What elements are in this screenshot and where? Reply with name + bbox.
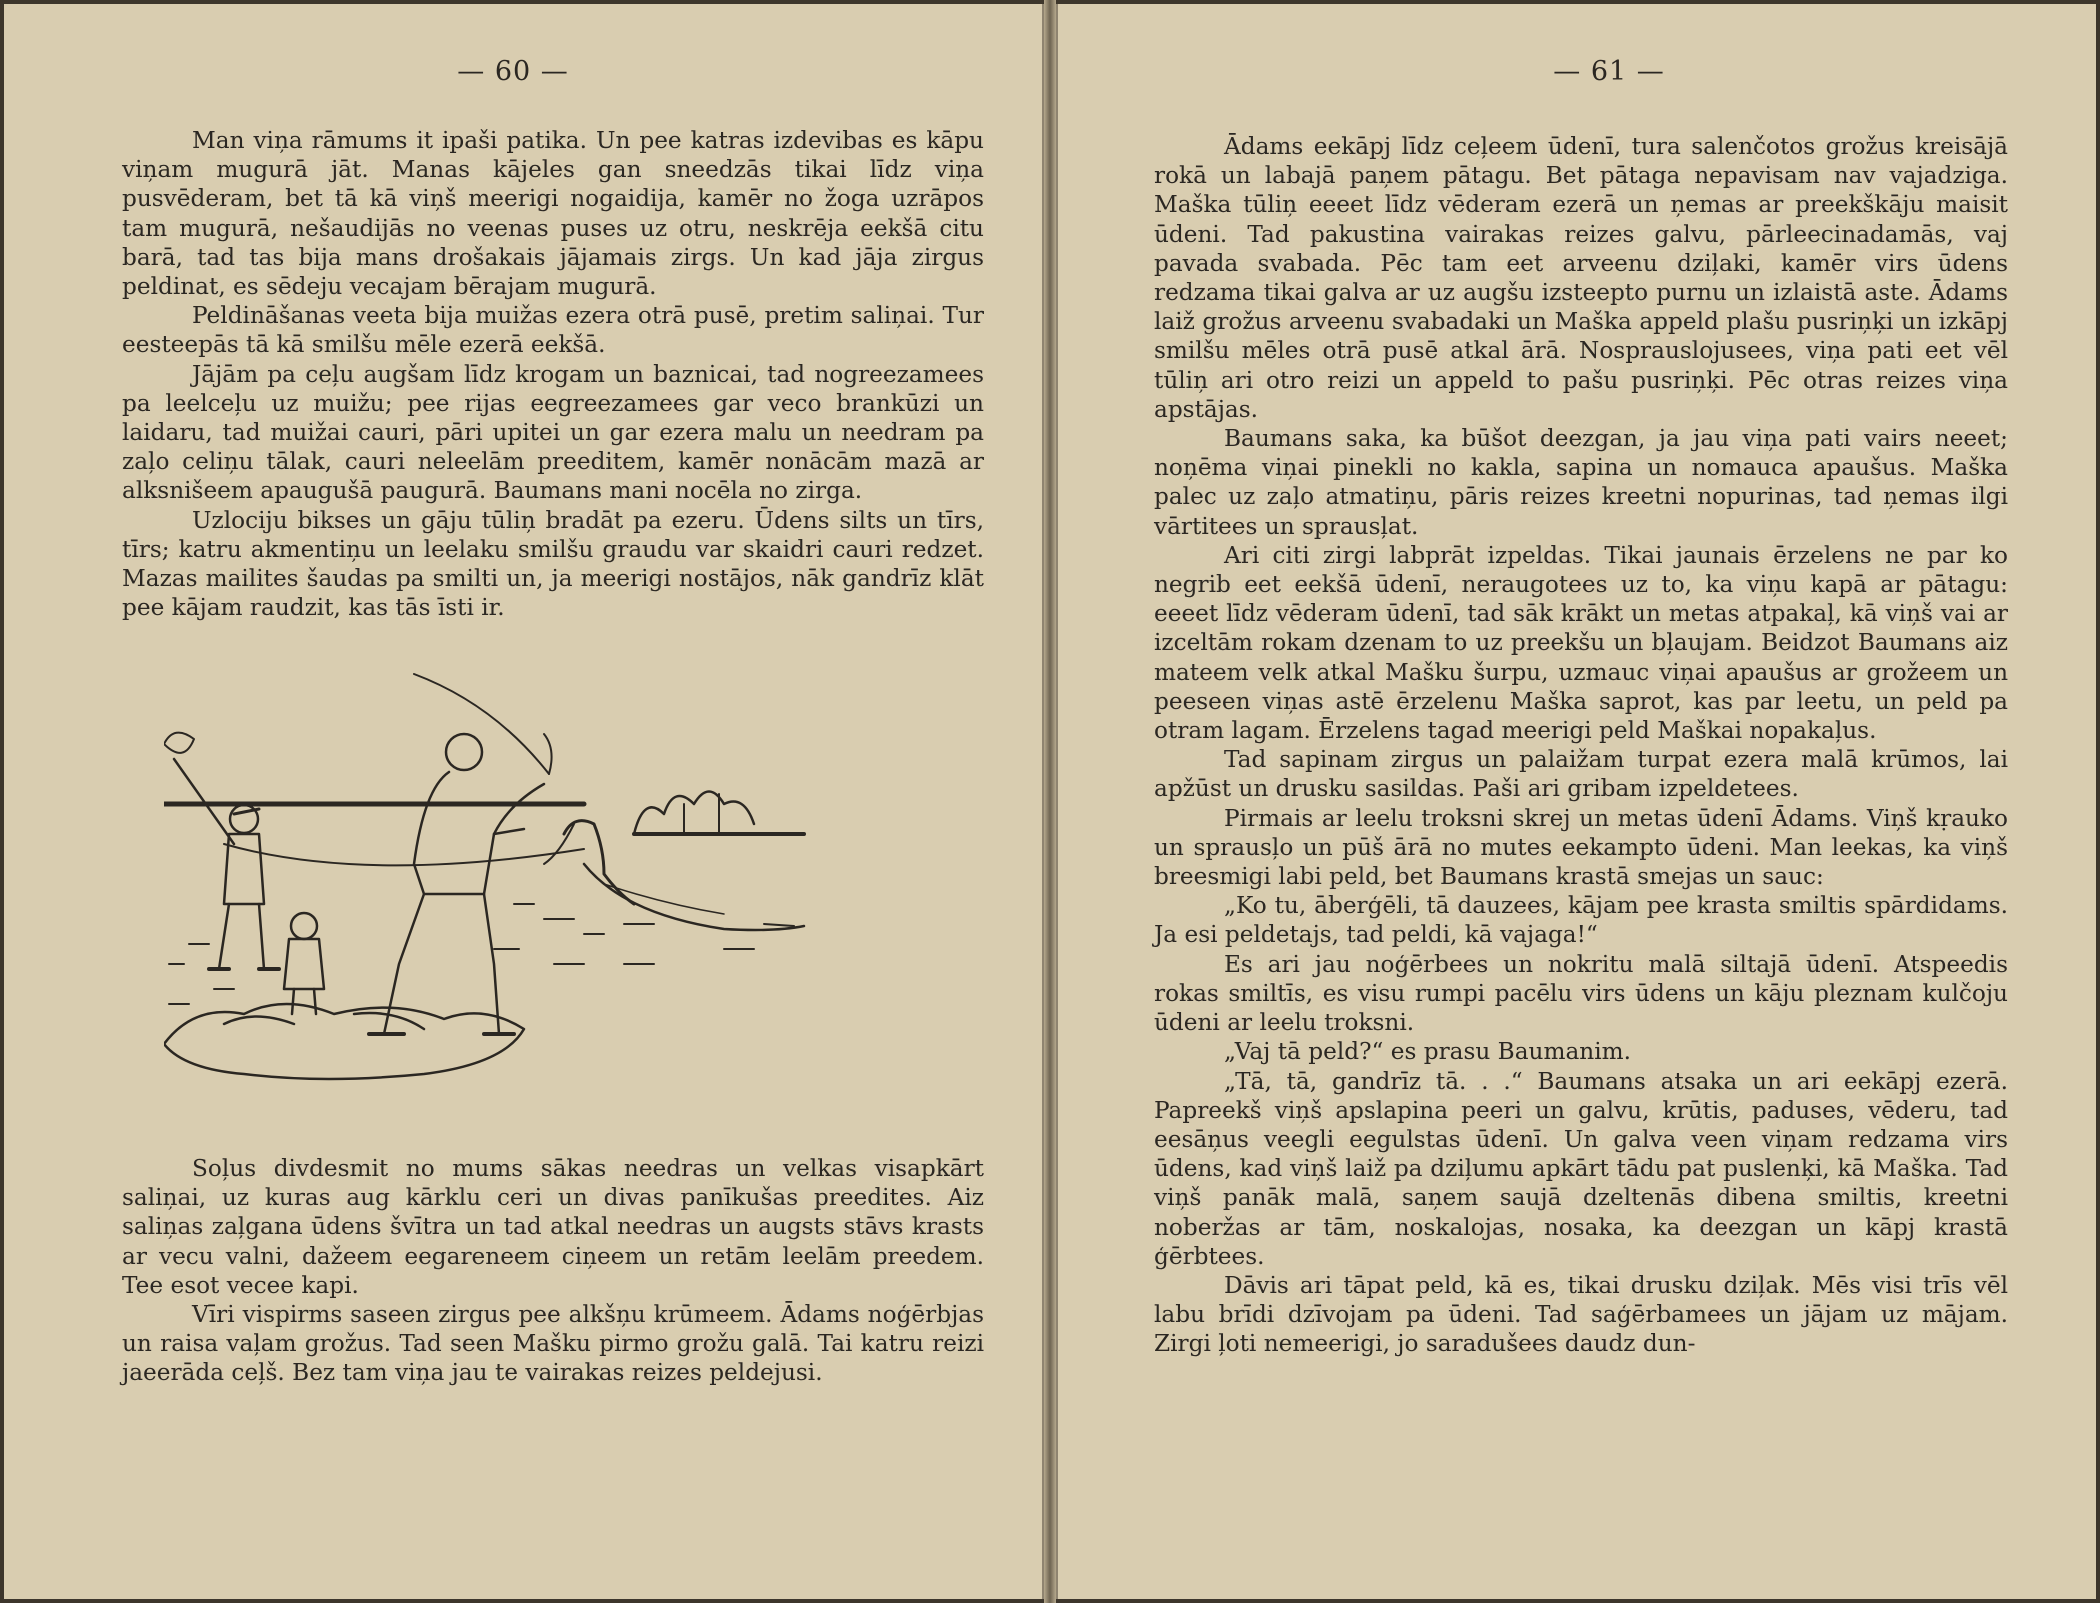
- left-page: [4, 4, 1044, 1599]
- paragraph: Tad sapinam zirgus un palaižam turpat ezera malā krūmos, lai apžūst un drusku sasildas. Paši ari gribam izpeldetees.: [1154, 746, 2008, 803]
- page-number-left: — 60 —: [457, 56, 569, 87]
- paragraph: Ari citi zirgi labprāt izpeldas. Tikai jaunais ērzelens ne par ko negrib eet eekšā ūdenī, neraugotees uz to, ka viņu kapā ar pātagu: eeeet līdz vēderam ūdenī, tad sāk krākt un metas atpakaļ, kā viņš vai ar izceltām rokam dzenam to uz preekšu un bļaujam. Beidzot Baumans aiz mateem velk atkal Mašku šurpu, uzmauc viņai apaušus ar grožeem un peeseen viņas astē ērzelenu Maška saprot, kas par leetu, un peld pa otram lagam. Ērzelens tagad meerigi peld Maškai nopakaļus.: [1154, 541, 2008, 745]
- right-page: [1056, 4, 2096, 1599]
- paragraph: Pirmais ar leelu troksni skrej un metas ūdenī Ādams. Viņš kṛauko un sprausļo un pūš ārā no mutes eekampto ūdeni. Man leekas, ka viņš breesmigi labi peld, bet Baumans krastā smejas un sauc:: [1154, 804, 2008, 891]
- illustration-drawing: [164, 664, 924, 1154]
- page-number-right: — 61 —: [1553, 56, 1665, 87]
- paragraph: Vīri vispirms saseen zirgus pee alkšņu krūmeem. Ādams noģērbjas un raisa vaļam grožus. Tad seen Mašku pirmo grožu galā. Tai katru reizi jaeerāda ceļš. Bez tam viņa jau te vairakas reizes peldejusi.: [122, 1301, 984, 1387]
- book-gutter: [1044, 0, 1056, 1603]
- paragraph: Uzlociju bikses un gāju tūliņ bradāt pa ezeru. Ūdens silts un tīrs, tīrs; katru akmentiņu un leelaku smilšu graudu var skaidri cauri redzet. Mazas mailites šaudas pa smilti un, ja meerigi nostājos, nāk gandrīz klāt pee kājam raudzit, kas tās īsti ir.: [122, 506, 984, 622]
- paragraph: Peldināšanas veeta bija muižas ezera otrā pusē, pretim saliņai. Tur eesteepās tā kā smilšu mēle ezerā eekšā.: [122, 302, 984, 359]
- paragraph: Jājām pa ceļu augšam līdz krogam un baznicai, tad nogreezamees pa leelceļu uz muižu; pee rijas eegreezamees gar veco brankūzi un laidaru, tad muižai cauri, pāri upitei un gar ezera malu un needram pa zaļo celiņu tālak, cauri neleelām preeditem, kamēr nonācām mazā ar alksnišeem apaugušā paugurā. Baumans mani nocēla no zirga.: [122, 360, 984, 505]
- paragraph: „Tā, tā, gandrīz tā. . .“ Baumans atsaka un ari eekāpj ezerā. Papreekš viņš apslapina peeri un galvu, krūtis, paduses, vēderu, tad eesāņus veegli eegulstas ūdenī. Un galva veen viņam redzama virs ūdens, kad viņš laiž pa dziļumu apkārt tādu pat puslenķi, kā Maška. Tad viņš panāk malā, saņem saujā dzeltenās dibena smiltis, kreetni noberžas ar tām, noskalojas, nosaka, ka deezgan un kāpj krastā ģērbtees.: [1154, 1067, 2008, 1270]
- right-page-text: [1154, 132, 2008, 1359]
- illustration-lake-scene: [164, 664, 924, 1154]
- paragraph: Dāvis ari tāpat peld, kā es, tikai drusku dziļak. Mēs visi trīs vēl labu brīdi dzīvojam pa ūdeni. Tad saģērbamees un jājam uz mājam. Zirgi ļoti nemeerigi, jo saradušees daudz dun-: [1154, 1271, 2008, 1358]
- left-page-text-top: [122, 126, 984, 622]
- paragraph: Es ari jau noģērbees un nokritu malā siltajā ūdenī. Atspeedis rokas smiltīs, es visu rumpi pacēlu virs ūdens un kāju pleznam kulčoju ūdeni ar leelu troksni.: [1154, 950, 2008, 1037]
- paragraph: Soļus divdesmit no mums sākas needras un velkas visapkārt saliņai, uz kuras aug kārklu ceri un divas panīkušas preedites. Aiz saliņas zaļgana ūdens švītra un tad atkal needras un augsts stāvs krasts ar vecu valni, dažeem eegareneem ciņeem un retām leelām preedem. Tee esot vecee kapi.: [122, 1155, 984, 1299]
- paragraph: Baumans saka, ka būšot deezgan, ja jau viņa pati vairs neeet; noņēma viņai pinekli no kakla, sapina un nomauca apaušus. Maška palec uz zaļo atmatiņu, pāris reizes kreetni nopurinas, tad ņemas ilgi vārtitees un sprausļat.: [1154, 425, 2008, 540]
- paragraph: „Vaj tā peld?“ es prasu Baumanim.: [1224, 1038, 1632, 1066]
- paragraph: Ādams eekāpj līdz ceļeem ūdenī, tura salenčotos grožus kreisājā rokā un labajā paņem pātagu. Bet pātaga nepavisam nav vajadziga. Maška tūliņ eeeet līdz vēderam ezerā un ņemas ar preekškāju maisit ūdeni. Tad pakustina vairakas reizes galvu, pārleecinadamās, vaj pavada svabada. Pēc tam eet arveenu dziļaki, kamēr virs ūdens redzama tikai galva ar uz augšu izsteepto purnu un izlaistā aste. Ādams laiž grožus arveenu svabadaki un Maška appeld plašu pusriņķi un izkāpj smilšu mēles otrā pusē atkal ārā. Nosprauslojusees, viņa pati eet vēl tūliņ ari otro reizi un appeld to pašu pusriņķi. Pēc otras reizes viņa apstājas.: [1154, 133, 2008, 423]
- left-page-text-bottom: [122, 1154, 984, 1388]
- paragraph: Man viņa rāmums it ipaši patika. Un pee katras izdevibas es kāpu viņam mugurā jāt. Manas kājeles gan sneedzās tikai līdz viņa pusvēderam, bet tā kā viņš meerigi nogaidija, kamēr no žoga uzrāpos tam mugurā, nešaudijās no veenas puses uz otru, neskrēja eekšā citu barā, tad tas bija mans drošakais jājamais zirgs. Un kad jāja zirgus peldinat, es sēdeju vecajam bērajam mugurā.: [122, 127, 984, 301]
- paragraph: „Ko tu, āberģēli, tā dauzees, kājam pee krasta smiltis spārdidams. Ja esi peldetajs, tad peldi, kā vajaga!“: [1154, 892, 2008, 949]
